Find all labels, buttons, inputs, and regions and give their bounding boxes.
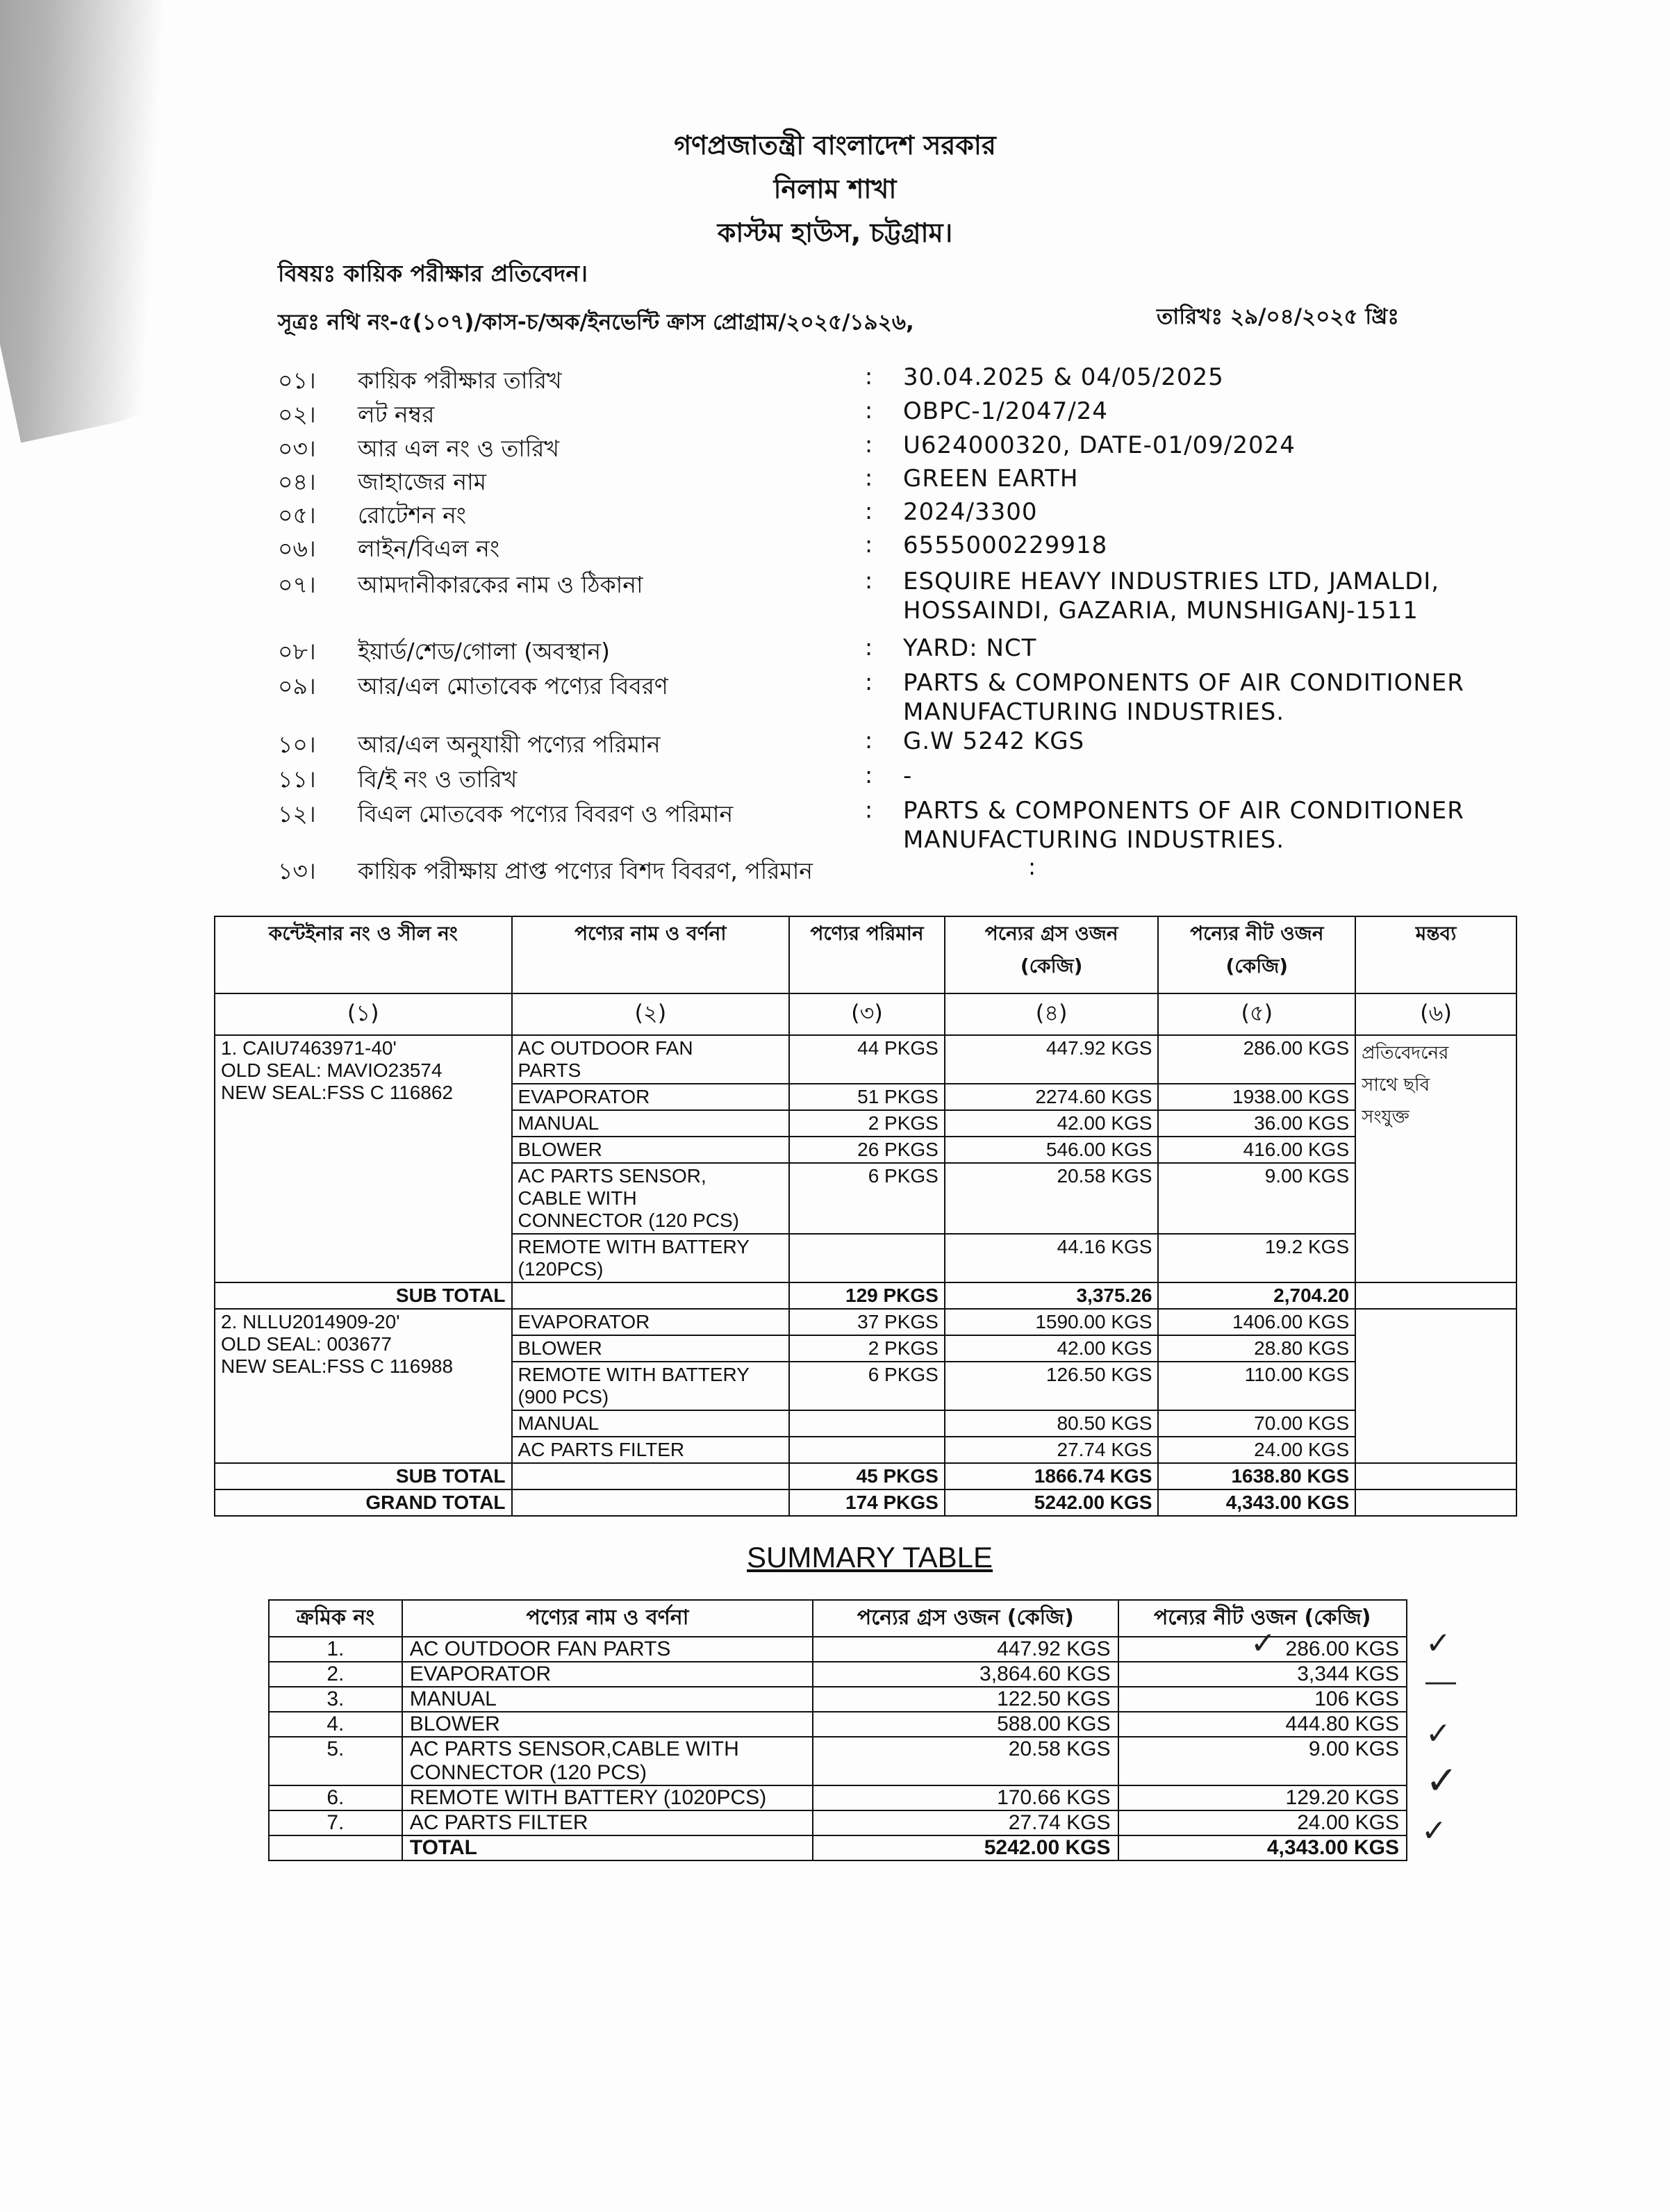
item-net: 416.00 KGS [1158,1137,1355,1163]
summary-net: 24.00 KGS [1118,1810,1407,1835]
field-number: ১২। [278,800,316,827]
item-name: REMOTE WITH BATTERY (120PCS) [512,1234,790,1282]
summary-serial: 4. [269,1712,402,1737]
summary-col-net: পন্যের নীট ওজন (কেজি) [1118,1600,1407,1637]
field-number: ০৪। [278,468,316,495]
dash-mark-icon: — [1425,1664,1456,1698]
subtotal-gross: 1866.74 KGS [945,1463,1159,1489]
date-line: তারিখঃ ২৯/০৪/২০২৫ খ্রিঃ [1157,304,1399,329]
field-value: PARTS & COMPONENTS OF AIR CONDITIONER MANUFACTURING INDUSTRIES. [903,669,1464,726]
grand-total-gross: 5242.00 KGS [945,1489,1159,1516]
container-2-label: 2. NLLU2014909-20' OLD SEAL: 003677 NEW SEAL:FSS C 116988 [215,1309,512,1463]
field-colon: : [865,796,873,823]
field-number: ০৩। [278,435,316,462]
field-label: জাহাজের নাম [358,468,487,495]
col-number: (৫) [1158,993,1355,1035]
grand-total-row [215,1489,1516,1516]
item-gross: 80.50 KGS [945,1410,1159,1437]
item-name: EVAPORATOR [512,1084,790,1110]
summary-table [268,1599,1407,1861]
summary-gross: 122.50 KGS [813,1687,1118,1712]
field-colon: : [865,397,873,424]
summary-total-net: 4,343.00 KGS [1118,1835,1407,1860]
field-number: ০৬। [278,535,316,562]
summary-total-row [269,1835,1407,1860]
item-name: MANUAL [512,1410,790,1437]
empty-cell [1355,1309,1516,1463]
field-number: ০৮। [278,638,316,665]
field-value: 30.04.2025 & 04/05/2025 [903,363,1224,391]
col-number: (১) [215,993,512,1035]
summary-gross: 3,864.60 KGS [813,1662,1118,1687]
item-net: 1406.00 KGS [1158,1309,1355,1335]
subtotal-label: SUB TOTAL [215,1463,512,1489]
summary-row [269,1712,1407,1737]
check-mark-icon: ✓ [1425,1626,1451,1660]
subtotal-row [215,1463,1516,1489]
col-header-description: পণ্যের নাম ও বর্ণনা [512,916,790,993]
empty-cell [512,1489,790,1516]
summary-gross: 20.58 KGS [813,1737,1118,1785]
field-label: লট নম্বর [358,401,435,428]
item-gross: 447.92 KGS [945,1035,1159,1084]
field-number: ১০। [278,731,316,758]
field-number: ০২। [278,401,316,428]
summary-title: SUMMARY TABLE [747,1541,993,1574]
field-number: ০১। [278,367,316,394]
item-name: AC PARTS FILTER [512,1437,790,1463]
item-net: 1938.00 KGS [1158,1084,1355,1110]
col-number: (২) [512,993,790,1035]
field-colon: : [865,497,873,525]
item-qty: 44 PKGS [789,1035,945,1084]
item-name: EVAPORATOR [512,1309,790,1335]
item-net: 110.00 KGS [1158,1362,1355,1410]
item-net: 70.00 KGS [1158,1410,1355,1437]
field-label: কায়িক পরীক্ষার তারিখ [358,367,562,394]
empty-cell [512,1463,790,1489]
remark-photo-attached: প্রতিবেদনের সাথে ছবি সংযুক্ত [1355,1035,1516,1282]
summary-net: 286.00 KGS [1118,1637,1407,1662]
summary-item-name: EVAPORATOR [402,1662,813,1687]
summary-total-label: TOTAL [402,1835,813,1860]
field-value: PARTS & COMPONENTS OF AIR CONDITIONER MANUFACTURING INDUSTRIES. [903,797,1464,854]
item-qty: 2 PKGS [789,1335,945,1362]
summary-serial: 1. [269,1637,402,1662]
field-value: ESQUIRE HEAVY INDUSTRIES LTD, JAMALDI, HOSSAINDI, GAZARIA, MUNSHIGANJ-1511 [903,568,1440,625]
col-header-gross: পন্যের গ্রস ওজন (কেজি) [945,916,1159,993]
summary-item-name: AC PARTS FILTER [402,1810,813,1835]
summary-net: 3,344 KGS [1118,1662,1407,1687]
check-mark-icon: ✓ [1425,1758,1458,1802]
summary-item-name: AC OUTDOOR FAN PARTS [402,1637,813,1662]
field-colon: : [865,668,873,695]
summary-row [269,1737,1407,1785]
summary-row [269,1662,1407,1687]
col-number: (৩) [789,993,945,1035]
summary-serial: 5. [269,1737,402,1785]
field-label: আর/এল মোতাবেক পণ্যের বিবরণ [358,672,668,700]
summary-row [269,1810,1407,1835]
item-qty: 26 PKGS [789,1137,945,1163]
grand-total-qty: 174 PKGS [789,1489,945,1516]
item-qty: 6 PKGS [789,1163,945,1234]
item-net: 28.80 KGS [1158,1335,1355,1362]
subtotal-gross: 3,375.26 [945,1282,1159,1309]
item-qty: 51 PKGS [789,1084,945,1110]
item-gross: 27.74 KGS [945,1437,1159,1463]
item-gross: 42.00 KGS [945,1110,1159,1137]
summary-col-gross: পন্যের গ্রস ওজন (কেজি) [813,1600,1118,1637]
field-value: 6555000229918 [903,531,1108,559]
item-gross: 44.16 KGS [945,1234,1159,1282]
item-gross: 126.50 KGS [945,1362,1159,1410]
summary-row [269,1785,1407,1810]
empty-cell [1355,1463,1516,1489]
item-gross: 20.58 KGS [945,1163,1159,1234]
inspection-table [214,916,1517,1517]
subject-line: বিষয়ঃ কায়িক পরীক্ষার প্রতিবেদন। [278,260,588,287]
check-mark-icon: ✓ [1425,1717,1451,1751]
check-mark-icon: ✓ [1421,1814,1447,1848]
summary-serial: 3. [269,1687,402,1712]
item-name: MANUAL [512,1110,790,1137]
item-net: 286.00 KGS [1158,1035,1355,1084]
summary-item-name: MANUAL [402,1687,813,1712]
field-colon: : [865,634,873,661]
field-label: বিএল মোতবেক পণ্যের বিবরণ ও পরিমান [358,800,734,827]
office-title: কাস্টম হাউস, চট্টগ্রাম। [717,217,953,248]
col-header-quantity: পণ্যের পরিমান [789,916,945,993]
field-colon: : [865,431,873,458]
grand-total-net: 4,343.00 KGS [1158,1489,1355,1516]
field-value: 2024/3300 [903,498,1038,526]
gov-title: গণপ্রজাতন্ত্রী বাংলাদেশ সরকার [674,130,996,160]
summary-item-name: REMOTE WITH BATTERY (1020PCS) [402,1785,813,1810]
summary-row [269,1687,1407,1712]
item-name: AC OUTDOOR FAN PARTS [512,1035,790,1084]
empty-cell [512,1282,790,1309]
field-label: আর এল নং ও তারিখ [358,435,560,462]
item-gross: 42.00 KGS [945,1335,1159,1362]
item-qty [789,1234,945,1282]
summary-gross: 27.74 KGS [813,1810,1118,1835]
field-value: - [903,762,913,790]
summary-net: 106 KGS [1118,1687,1407,1712]
item-qty [789,1437,945,1463]
item-gross: 546.00 KGS [945,1137,1159,1163]
table-header-row [215,916,1516,993]
field-colon: : [1028,853,1036,880]
item-qty: 37 PKGS [789,1309,945,1335]
item-name: REMOTE WITH BATTERY (900 PCS) [512,1362,790,1410]
item-gross: 2274.60 KGS [945,1084,1159,1110]
field-value: OBPC-1/2047/24 [903,397,1108,425]
subtotal-qty: 45 PKGS [789,1463,945,1489]
grand-total-label: GRAND TOTAL [215,1489,512,1516]
field-colon: : [865,363,873,390]
field-label: আমদানীকারকের নাম ও ঠিকানা [358,571,643,598]
reference-line: সূত্রঃ নথি নং-৫(১০৭)/কাস-চ/অক/ইনভেন্টি ক্রাস প্রোগ্রাম/২০২৫/১৯২৬, [278,310,914,335]
summary-net: 444.80 KGS [1118,1712,1407,1737]
container-1-label: 1. CAIU7463971-40' OLD SEAL: MAVIO23574 NEW SEAL:FSS C 116862 [215,1035,512,1282]
field-label: রোটেশন নং [358,502,466,529]
summary-gross: 588.00 KGS [813,1712,1118,1737]
field-number: ০৯। [278,672,316,700]
summary-col-description: পণ্যের নাম ও বর্ণনা [402,1600,813,1637]
field-value: U624000320, DATE-01/09/2024 [903,431,1296,459]
empty-cell [269,1835,402,1860]
field-number: ০৫। [278,502,316,529]
field-label: ইয়ার্ড/শেড/গোলা (অবস্থান) [358,638,610,665]
subtotal-qty: 129 PKGS [789,1282,945,1309]
field-colon: : [865,761,873,789]
summary-net: 129.20 KGS [1118,1785,1407,1810]
summary-total-gross: 5242.00 KGS [813,1835,1118,1860]
summary-item-name: BLOWER [402,1712,813,1737]
empty-cell [1355,1489,1516,1516]
summary-serial: 6. [269,1785,402,1810]
field-number: ১৩। [278,857,316,884]
item-qty: 6 PKGS [789,1362,945,1410]
item-net: 36.00 KGS [1158,1110,1355,1137]
item-name: AC PARTS SENSOR, CABLE WITH CONNECTOR (120 PCS) [512,1163,790,1234]
summary-row [269,1637,1407,1662]
field-colon: : [865,567,873,594]
summary-header-row [269,1600,1407,1637]
summary-gross: 170.66 KGS [813,1785,1118,1810]
field-colon: : [865,727,873,754]
table-row [215,1035,1516,1084]
col-header-remark: মন্তব্য [1355,916,1516,993]
summary-gross: 447.92 KGS [813,1637,1118,1662]
field-label: লাইন/বিএল নং [358,535,500,562]
col-header-net: পন্যের নীট ওজন (কেজি) [1158,916,1355,993]
field-colon: : [865,464,873,491]
field-number: ০৭। [278,571,316,598]
subtotal-label: SUB TOTAL [215,1282,512,1309]
summary-serial: 7. [269,1810,402,1835]
item-name: BLOWER [512,1335,790,1362]
field-label: কায়িক পরীক্ষায় প্রাপ্ত পণ্যের বিশদ বিবরণ, পরিমান [358,857,813,884]
field-value: YARD: NCT [903,634,1037,662]
item-name: BLOWER [512,1137,790,1163]
check-mark-icon: ✓ [1250,1626,1276,1660]
col-header-container: কন্টেইনার নং ও সীল নং [215,916,512,993]
empty-cell [1355,1282,1516,1309]
item-net: 19.2 KGS [1158,1234,1355,1282]
summary-serial: 2. [269,1662,402,1687]
column-number-row [215,993,1516,1035]
item-qty [789,1410,945,1437]
item-net: 24.00 KGS [1158,1437,1355,1463]
section-title: নিলাম শাখা [773,174,897,204]
table-row [215,1309,1516,1335]
field-value: G.W 5242 KGS [903,727,1085,755]
field-label: বি/ই নং ও তারিখ [358,766,518,793]
summary-net: 9.00 KGS [1118,1737,1407,1785]
item-gross: 1590.00 KGS [945,1309,1159,1335]
summary-col-serial: ক্রমিক নং [269,1600,402,1637]
field-label: আর/এল অনুযায়ী পণ্যের পরিমান [358,731,661,758]
field-colon: : [865,531,873,558]
subtotal-net: 2,704.20 [1158,1282,1355,1309]
item-net: 9.00 KGS [1158,1163,1355,1234]
field-number: ১১। [278,766,316,793]
subtotal-row [215,1282,1516,1309]
field-value: GREEN EARTH [903,465,1079,493]
col-number: (৪) [945,993,1159,1035]
col-number: (৬) [1355,993,1516,1035]
subtotal-net: 1638.80 KGS [1158,1463,1355,1489]
item-qty: 2 PKGS [789,1110,945,1137]
summary-item-name: AC PARTS SENSOR,CABLE WITH CONNECTOR (120 PCS) [402,1737,813,1785]
